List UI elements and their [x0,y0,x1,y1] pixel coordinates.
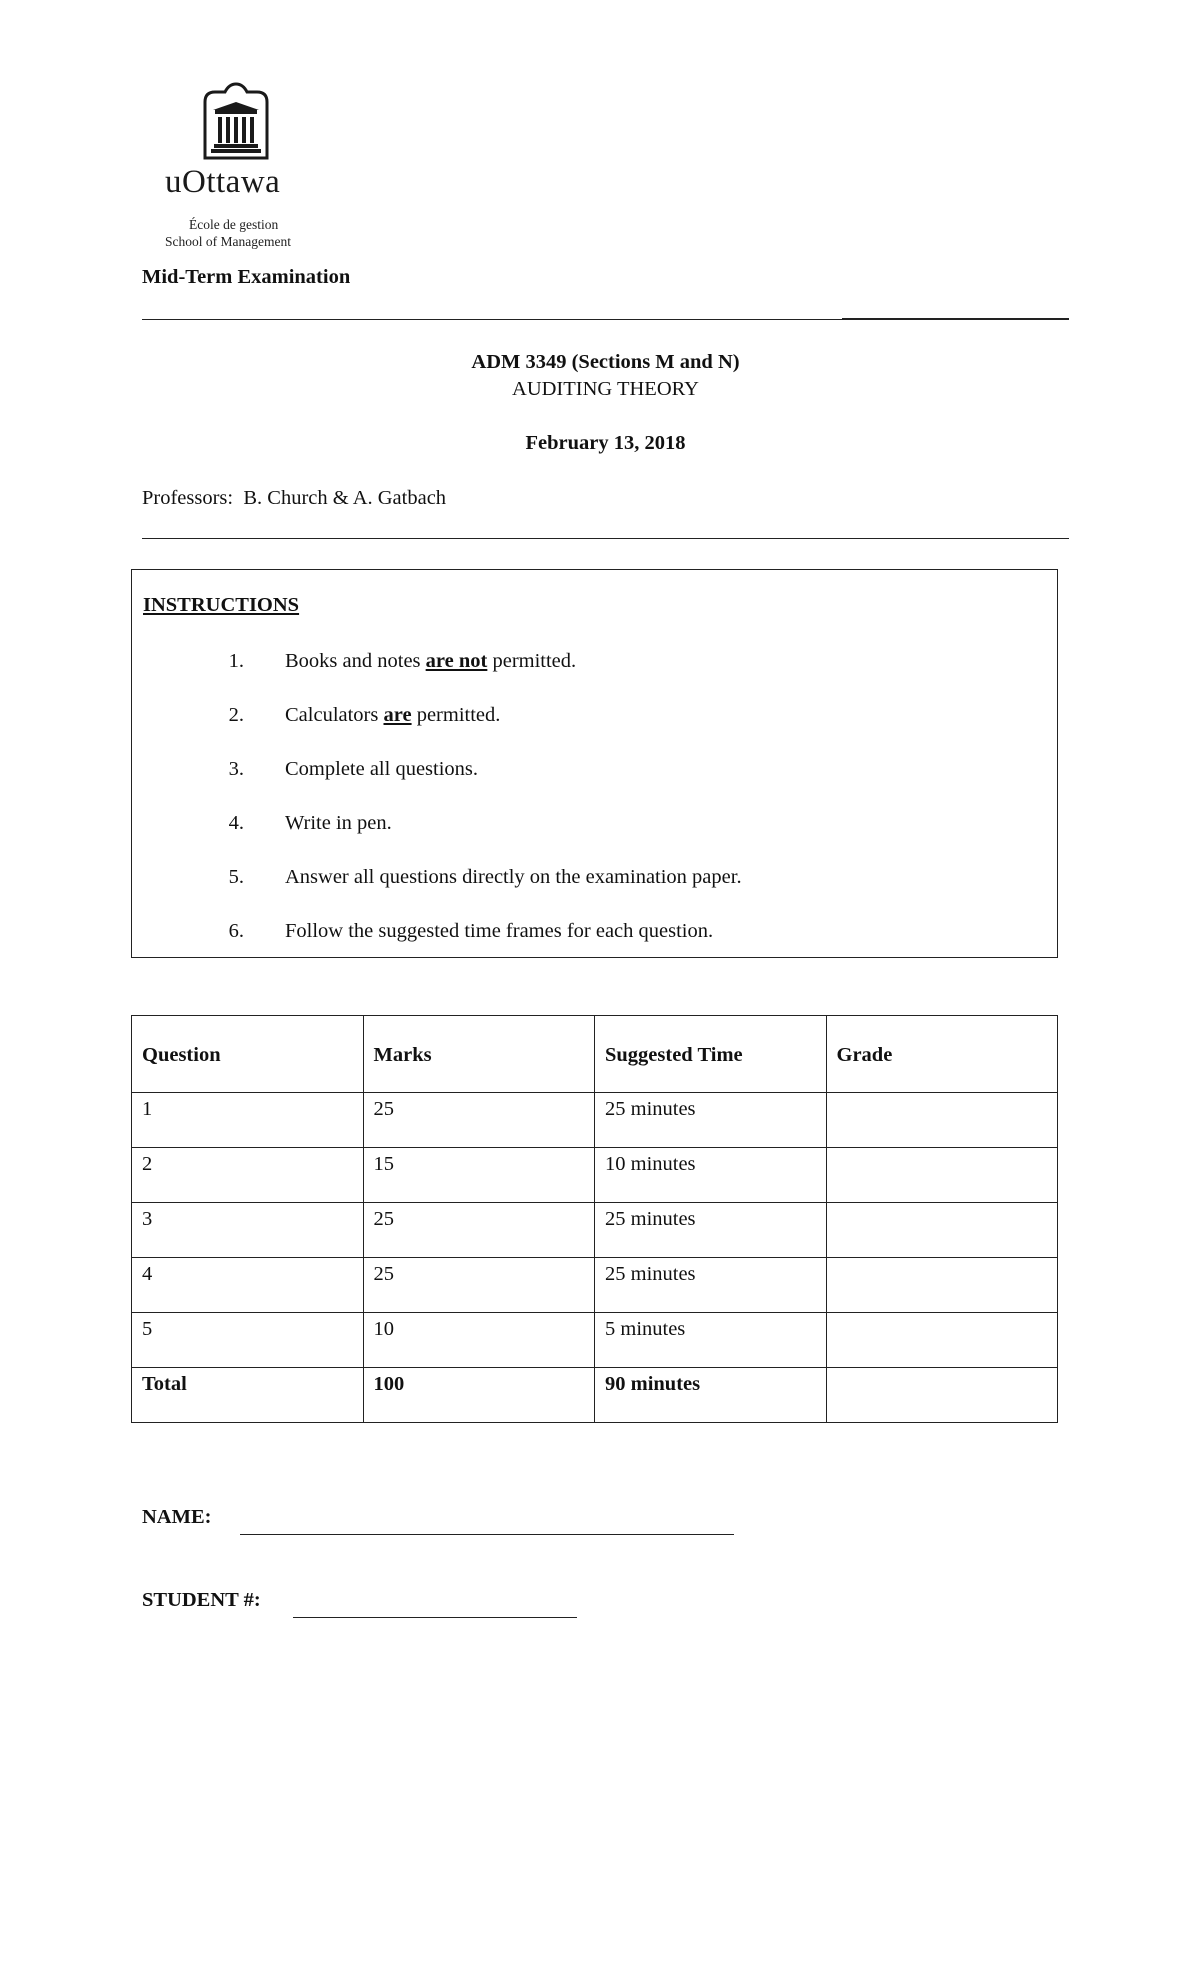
instruction-number: 6. [228,920,244,942]
question-cell: 3 [132,1203,364,1258]
question-cell: 4 [132,1258,364,1313]
instruction-text: Write in pen. [285,812,392,834]
logo-subtitle-fr: École de gestion [189,217,279,232]
instruction-number: 2. [228,704,244,726]
grade-cell [826,1093,1058,1148]
column-header-suggested-time: Suggested Time [595,1016,827,1093]
exam-type: Mid-Term Examination [142,266,351,288]
column-header-marks: Marks [363,1016,595,1093]
divider [142,538,1069,539]
column-header-question: Question [132,1016,364,1093]
divider [842,318,1069,319]
grade-cell [826,1313,1058,1368]
grade-cell [826,1148,1058,1203]
time-cell: 25 minutes [595,1093,827,1148]
table-row [132,1093,1058,1148]
instructions-heading: INSTRUCTIONS [143,594,300,616]
instructions-box [131,569,1058,958]
instruction-number: 3. [228,758,244,780]
student-number-label: STUDENT #: [142,1589,261,1611]
instruction-text: Answer all questions directly on the examination paper. [285,866,742,888]
instruction-text: Follow the suggested time frames for each question. [285,920,714,942]
instruction-number: 5. [228,866,244,888]
emphasis: are not [425,650,488,672]
time-cell: 25 minutes [595,1258,827,1313]
column-header-grade: Grade [826,1016,1058,1093]
instruction-number: 1. [228,650,244,672]
table-total-row [132,1368,1058,1423]
instruction-text: Calculators are permitted. [285,704,501,726]
total-grade-cell [826,1368,1058,1423]
question-cell: 2 [132,1148,364,1203]
marks-cell: 25 [363,1258,595,1313]
instruction-number: 4. [228,812,244,834]
question-cell: 5 [132,1313,364,1368]
grade-cell [826,1258,1058,1313]
time-cell: 10 minutes [595,1148,827,1203]
professors: Professors: B. Church & A. Gatbach [142,487,447,509]
time-cell: 5 minutes [595,1313,827,1368]
instruction-text: Complete all questions. [285,758,479,780]
table-row [132,1258,1058,1313]
student-number-field[interactable] [293,1617,577,1618]
logo-subtitle-en: School of Management [165,234,291,249]
university-building-icon [201,82,271,160]
name-field[interactable] [240,1534,734,1535]
marks-table [131,1015,1058,1423]
exam-date: February 13, 2018 [525,432,686,454]
instruction-text: Books and notes are not permitted. [285,650,577,672]
name-label: NAME: [142,1506,212,1528]
marks-cell: 10 [363,1313,595,1368]
course-name: AUDITING THEORY [512,378,699,400]
question-cell: 1 [132,1093,364,1148]
university-logo [145,82,325,252]
total-marks-cell: 100 [363,1368,595,1423]
marks-cell: 25 [363,1093,595,1148]
table-row [132,1148,1058,1203]
table-row [132,1313,1058,1368]
table-row [132,1203,1058,1258]
logo-wordmark: uOttawa [165,164,281,200]
divider [142,319,1069,320]
emphasis: are [383,704,412,726]
table-header-row [132,1016,1058,1093]
total-label-cell: Total [132,1368,364,1423]
grade-cell [826,1203,1058,1258]
total-time-cell: 90 minutes [595,1368,827,1423]
course-code: ADM 3349 (Sections M and N) [471,351,740,373]
marks-cell: 15 [363,1148,595,1203]
time-cell: 25 minutes [595,1203,827,1258]
marks-cell: 25 [363,1203,595,1258]
